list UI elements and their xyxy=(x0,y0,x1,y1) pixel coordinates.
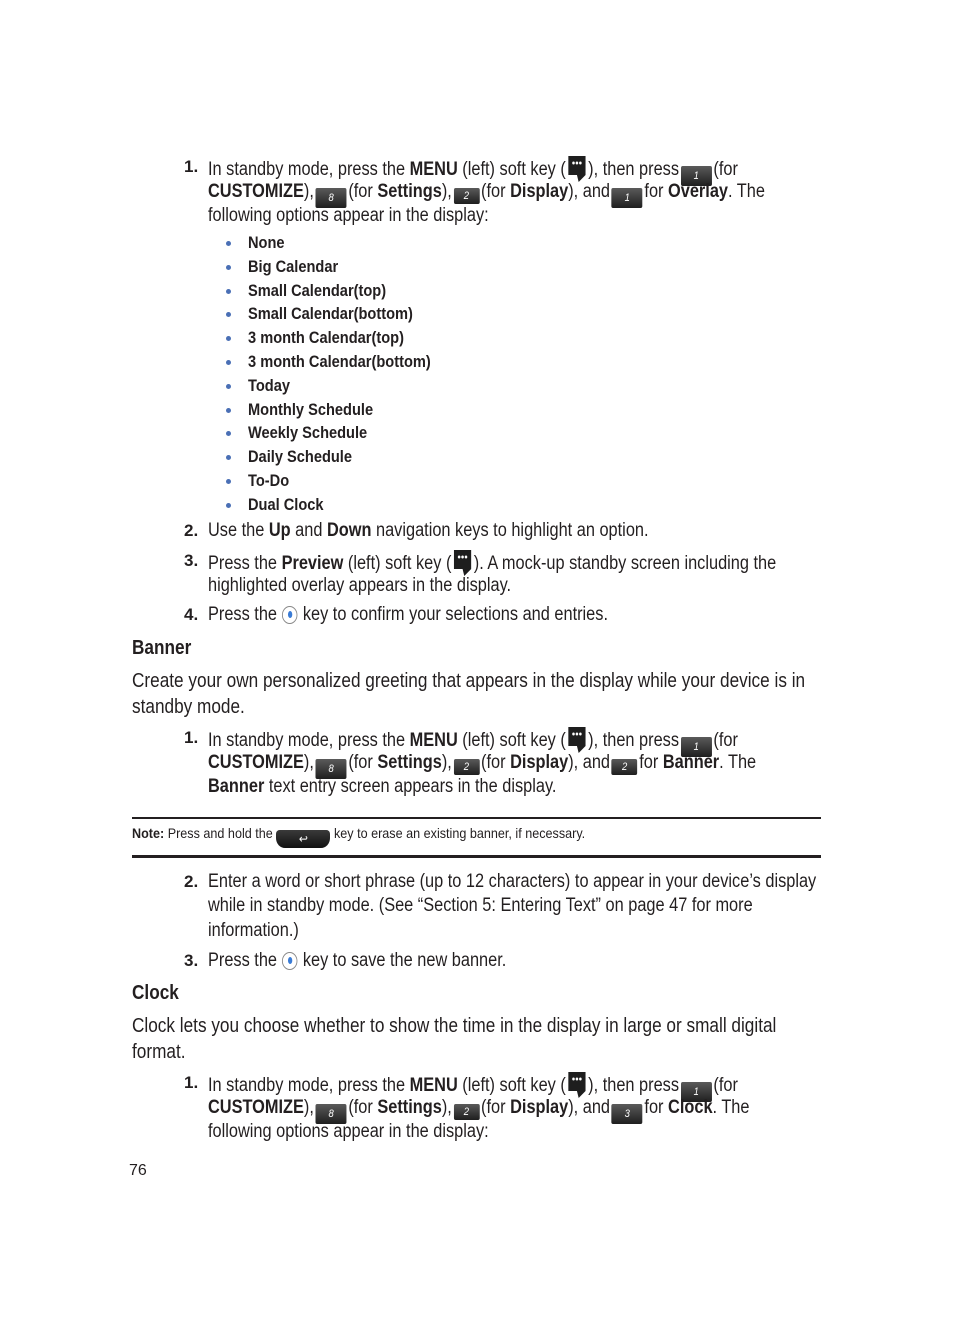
bullet-dot xyxy=(226,265,231,270)
clock-paragraph-line-2: format. xyxy=(132,1041,186,1063)
key-2-icon: 2 xyxy=(454,759,480,775)
overlay-option: Monthly Schedule xyxy=(248,400,374,419)
key-1-icon: 1 xyxy=(612,188,643,208)
banner-paragraph-line-1: Create your own personalized greeting that appears in the display while your device is in xyxy=(132,670,806,692)
overlay-option: None xyxy=(248,233,285,252)
step-number: 2. xyxy=(184,521,199,540)
left-soft-key-icon xyxy=(453,549,472,577)
banner-step-1-line-3: Banner text entry screen appears in the display. xyxy=(208,776,557,797)
banner-step-2-line-2: while in standby mode. (See “Section 5: Entering Text” on page 47 for more xyxy=(208,895,753,916)
ok-key-icon xyxy=(282,606,297,624)
bullet-dot xyxy=(226,479,231,484)
bullet-dot xyxy=(226,360,231,365)
step-number: 1. xyxy=(184,1073,199,1092)
bullet-dot xyxy=(226,408,231,413)
clock-step-1-line-3: following options appear in the display: xyxy=(208,1121,489,1142)
note-text: Note: Press and hold the ↩ key to erase an existing banner, if necessary. xyxy=(132,825,586,846)
key-2-icon: 2 xyxy=(612,759,638,775)
back-key-icon: ↩ xyxy=(276,830,330,848)
section-heading-clock: Clock xyxy=(132,982,179,1004)
key-2-icon: 2 xyxy=(454,188,480,204)
clock-step-1-line-2: CUSTOMIZE), 8 (for Settings), 2 (for Display), and 3 for Clock. The xyxy=(208,1096,838,1124)
key-8-icon: 8 xyxy=(316,188,347,208)
overlay-option: 3 month Calendar(top) xyxy=(248,328,404,347)
step-number: 1. xyxy=(184,157,199,176)
banner-step-1-line-2: CUSTOMIZE), 8 (for Settings), 2 (for Display), and 2 for Banner. The xyxy=(208,751,845,779)
step-2-line: Use the Up and Down navigation keys to highlight an option. xyxy=(208,520,649,541)
bullet-dot xyxy=(226,336,231,341)
key-1-icon: 1 xyxy=(681,1082,712,1102)
step-number: 2. xyxy=(184,872,199,891)
left-soft-key-icon xyxy=(568,726,587,754)
note-bottom-rule xyxy=(132,855,821,858)
key-8-icon: 8 xyxy=(316,759,347,779)
step-number: 3. xyxy=(184,951,199,970)
bullet-dot xyxy=(226,289,231,294)
banner-step-1-line-1: In standby mode, press the MENU (left) soft key ( ), then press 1 (for xyxy=(208,726,824,757)
key-8-icon: 8 xyxy=(316,1104,347,1124)
page-number: 76 xyxy=(129,1162,147,1179)
banner-step-2-line-3: information.) xyxy=(208,920,299,941)
clock-paragraph-line-1: Clock lets you choose whether to show the time in the display in large or small digital xyxy=(132,1015,777,1037)
step-1-line-2: CUSTOMIZE), 8 (for Settings), 2 (for Display), and 1 for Overlay. The xyxy=(208,180,856,208)
step-number: 3. xyxy=(184,551,199,570)
step-number: 1. xyxy=(184,728,199,747)
overlay-option: Big Calendar xyxy=(248,257,339,276)
bullet-dot xyxy=(226,503,231,508)
key-1-icon: 1 xyxy=(681,737,712,757)
key-2-icon: 2 xyxy=(454,1104,480,1120)
overlay-option: To-Do xyxy=(248,471,290,490)
step-3-line-2: highlighted overlay appears in the display. xyxy=(208,575,512,596)
bullet-dot xyxy=(226,455,231,460)
overlay-option: Small Calendar(bottom) xyxy=(248,304,413,323)
banner-step-2-line-1: Enter a word or short phrase (up to 12 characters) to appear in your device’s display xyxy=(208,871,817,892)
step-3-line-1: Press the Preview (left) soft key ( ). A mock-up standby screen including the xyxy=(208,549,869,577)
bullet-dot xyxy=(226,312,231,317)
step-4-line: Press the key to confirm your selections and entries. xyxy=(208,604,608,625)
step-number: 4. xyxy=(184,605,199,624)
bullet-dot xyxy=(226,384,231,389)
key-3-icon: 3 xyxy=(612,1104,643,1124)
bullet-dot xyxy=(226,431,231,436)
section-heading-banner: Banner xyxy=(132,637,192,659)
ok-key-icon xyxy=(282,952,297,970)
step-1-line-3: following options appear in the display: xyxy=(208,205,489,226)
bullet-dot xyxy=(226,241,231,246)
clock-step-1-line-1: In standby mode, press the MENU (left) soft key ( ), then press 1 (for xyxy=(208,1071,824,1102)
overlay-option: Weekly Schedule xyxy=(248,423,368,442)
overlay-option: Small Calendar(top) xyxy=(248,281,387,300)
overlay-option: Daily Schedule xyxy=(248,447,353,466)
banner-paragraph-line-2: standby mode. xyxy=(132,696,245,718)
step-1-line-1: In standby mode, press the MENU (left) soft key ( ), then press 1 (for xyxy=(208,155,824,186)
key-1-icon: 1 xyxy=(681,166,712,186)
overlay-option: Today xyxy=(248,376,290,395)
overlay-option: 3 month Calendar(bottom) xyxy=(248,352,431,371)
left-soft-key-icon xyxy=(568,1071,587,1099)
banner-step-3-line: Press the key to save the new banner. xyxy=(208,950,507,971)
overlay-option: Dual Clock xyxy=(248,495,324,514)
note-top-rule xyxy=(132,817,821,819)
left-soft-key-icon xyxy=(568,155,587,183)
